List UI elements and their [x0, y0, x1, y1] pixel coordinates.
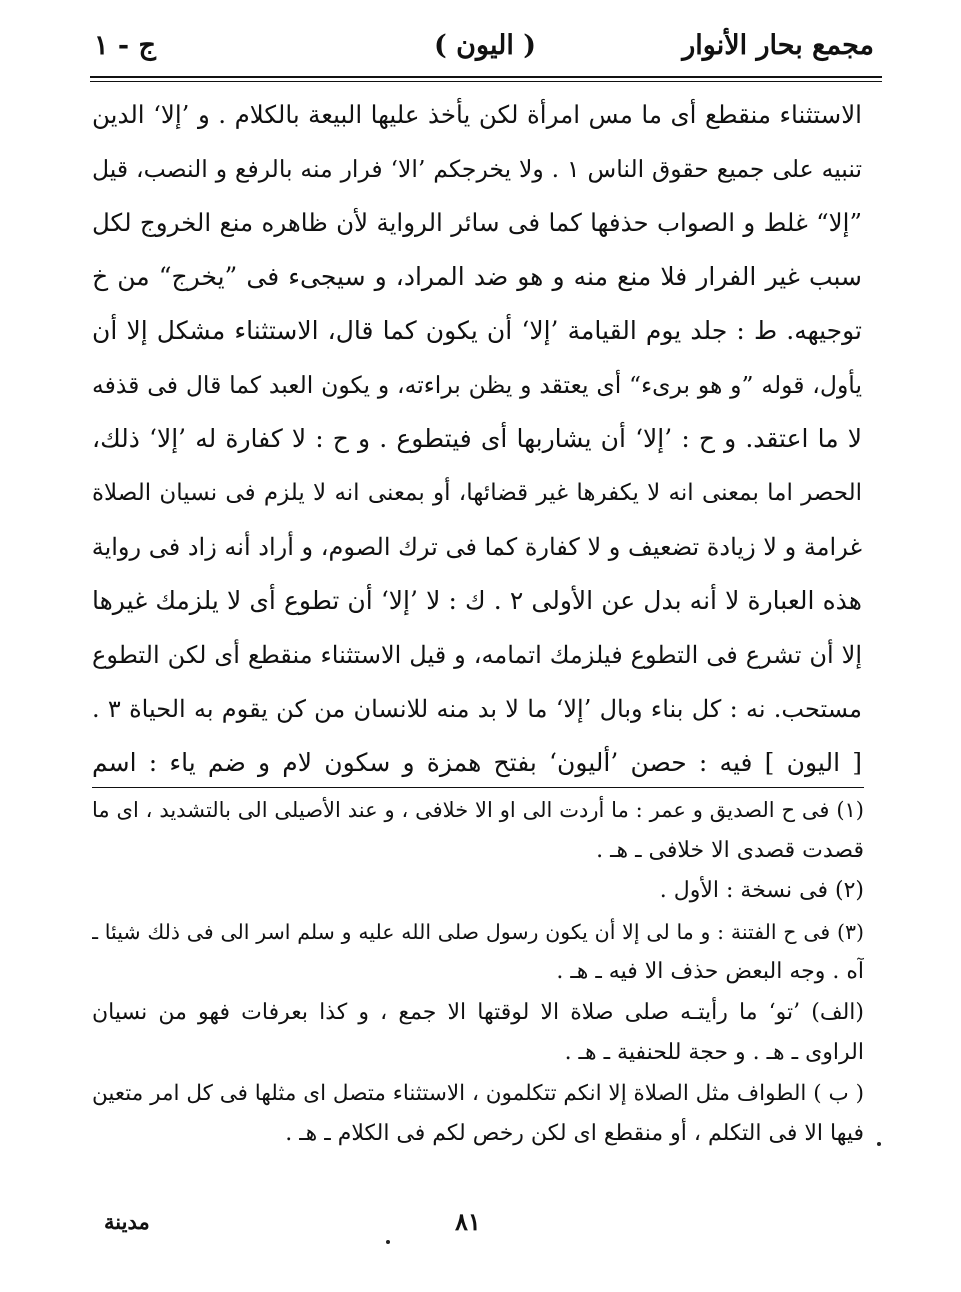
text-line: توجيهه. ط : جلد يوم القيامة ’إلا‘ أن يكون كما قال، الاستثناء مشكل إلا أن: [92, 316, 862, 345]
book-title: مجمع بحار الأنوار: [682, 30, 874, 61]
text-line: غرامة و لا زيادة تضعيف و لا كفارة كما فى ترك الصوم، و أراد أنه زاد فى رواية: [92, 533, 862, 561]
footnote-line: قصدت قصدى الا خلافى ـ هـ .: [596, 837, 864, 863]
footnote-line: (٢) فى نسخة : الأول .: [659, 878, 864, 903]
footnote-separator: [92, 787, 864, 788]
text-line: يأول، قوله ”و هو برىء“ أى يعتقد و يظن براءته، و يكون العبد كما قال فى قذفه: [92, 371, 862, 399]
text-line: تنبيه على جميع حقوق الناس ١ . ولا يخرجكم ’الا‘ فرار منه بالرفع و النصب، قيل: [92, 155, 862, 183]
text-line: الحصر اما بمعنى انه لا يكفرها غير قضائها، أو بمعنى انه لا يلزم فى نسيان الصلاة: [92, 480, 862, 506]
text-line: سبب غير الفرار فلا منع منه و هو ضد المراد، و سيجىء فى ”يخرج“ من خ: [92, 262, 862, 291]
text-line: الاستثناء منقطع أى ما مس امرأة لكن يأخذ عليها البيعة بالكلام . و ’إلا‘ الدين: [92, 100, 862, 129]
scan-speck: [386, 1240, 390, 1244]
footnote-line: (١) فى ح الصديق و عمر : ما أردت الى او الا خلافى ، و عند الأصيلى الى بالتشديد ، اى ما: [92, 798, 864, 822]
header-rule-thin: [90, 81, 882, 82]
footnote-line: (٣) فى ح الفتنة : و ما لى إلا أن يكون رسول صلى الله عليه و سلم اسر الى فى ذلك شيئا ـ: [92, 919, 864, 944]
scan-speck: [877, 1142, 881, 1146]
text-line: لا ما اعتقد. و ح : ’إلا‘ أن يشاربها أى فيتطوع . و ح : لا كفارة له ’إلا‘ ذلك،: [92, 424, 862, 453]
footnote-line: (الف) ’تو‘ ما رأيتـه صلى صلاة الا لوقتها الا جمع ، و كذا بعرفات فهو من نسيان: [92, 999, 864, 1025]
entry-word-heading: ( اليون ): [433, 30, 537, 61]
volume-label: ج - ١: [94, 30, 156, 61]
text-line: مستحب. نه : كل بناء وبال ’إلا‘ ما لا بد منه للانسان من كن يقوم به الحياة ٣ .: [92, 695, 862, 723]
footnotes: [92, 790, 864, 1155]
main-text: [92, 88, 862, 790]
page-number: ٨١: [455, 1207, 481, 1236]
running-header: [90, 24, 880, 64]
header-rule-thick: [90, 76, 882, 78]
footnote-line: ( ب ) الطواف مثل الصلاة إلا انكم تتكلمون ، الاستثناء متصل اى مثلها فى كل امر متعين: [92, 1080, 864, 1106]
text-line: ”إلا“ غلط و الصواب حذفها كما فى سائر الرواية لأن ظاهره منع الخروج لكل: [92, 208, 862, 237]
text-line: إلا أن تشرع فى التطوع فيلزمك اتمامه، و قيل الاستثناء منقطع أى لكن التطوع: [92, 641, 862, 669]
footnote-line: آه . وجه البعض حذف الا فيه ـ هـ .: [556, 959, 864, 984]
footnote-line: الراوى ـ هـ . و حجة للحنفية ـ هـ .: [564, 1040, 864, 1065]
entry-heading-line: [ اليون ] فيه : حصن ’أليون‘ بفتح همزة و سكون لام و ضم ياء : اسم: [92, 748, 862, 777]
footnote-line: فيها الا فى التكلم ، أو منقطع اى لكن رخص لكم فى الكلام ـ هـ .: [285, 1121, 864, 1146]
footer-city-mark: مدينة: [104, 1209, 150, 1234]
text-line: هذه العبارة لا أنه بدل عن الأولى ٢ . ك : لا ’إلا‘ أن تطوع أى لا يلزمك غيرها: [92, 586, 862, 615]
